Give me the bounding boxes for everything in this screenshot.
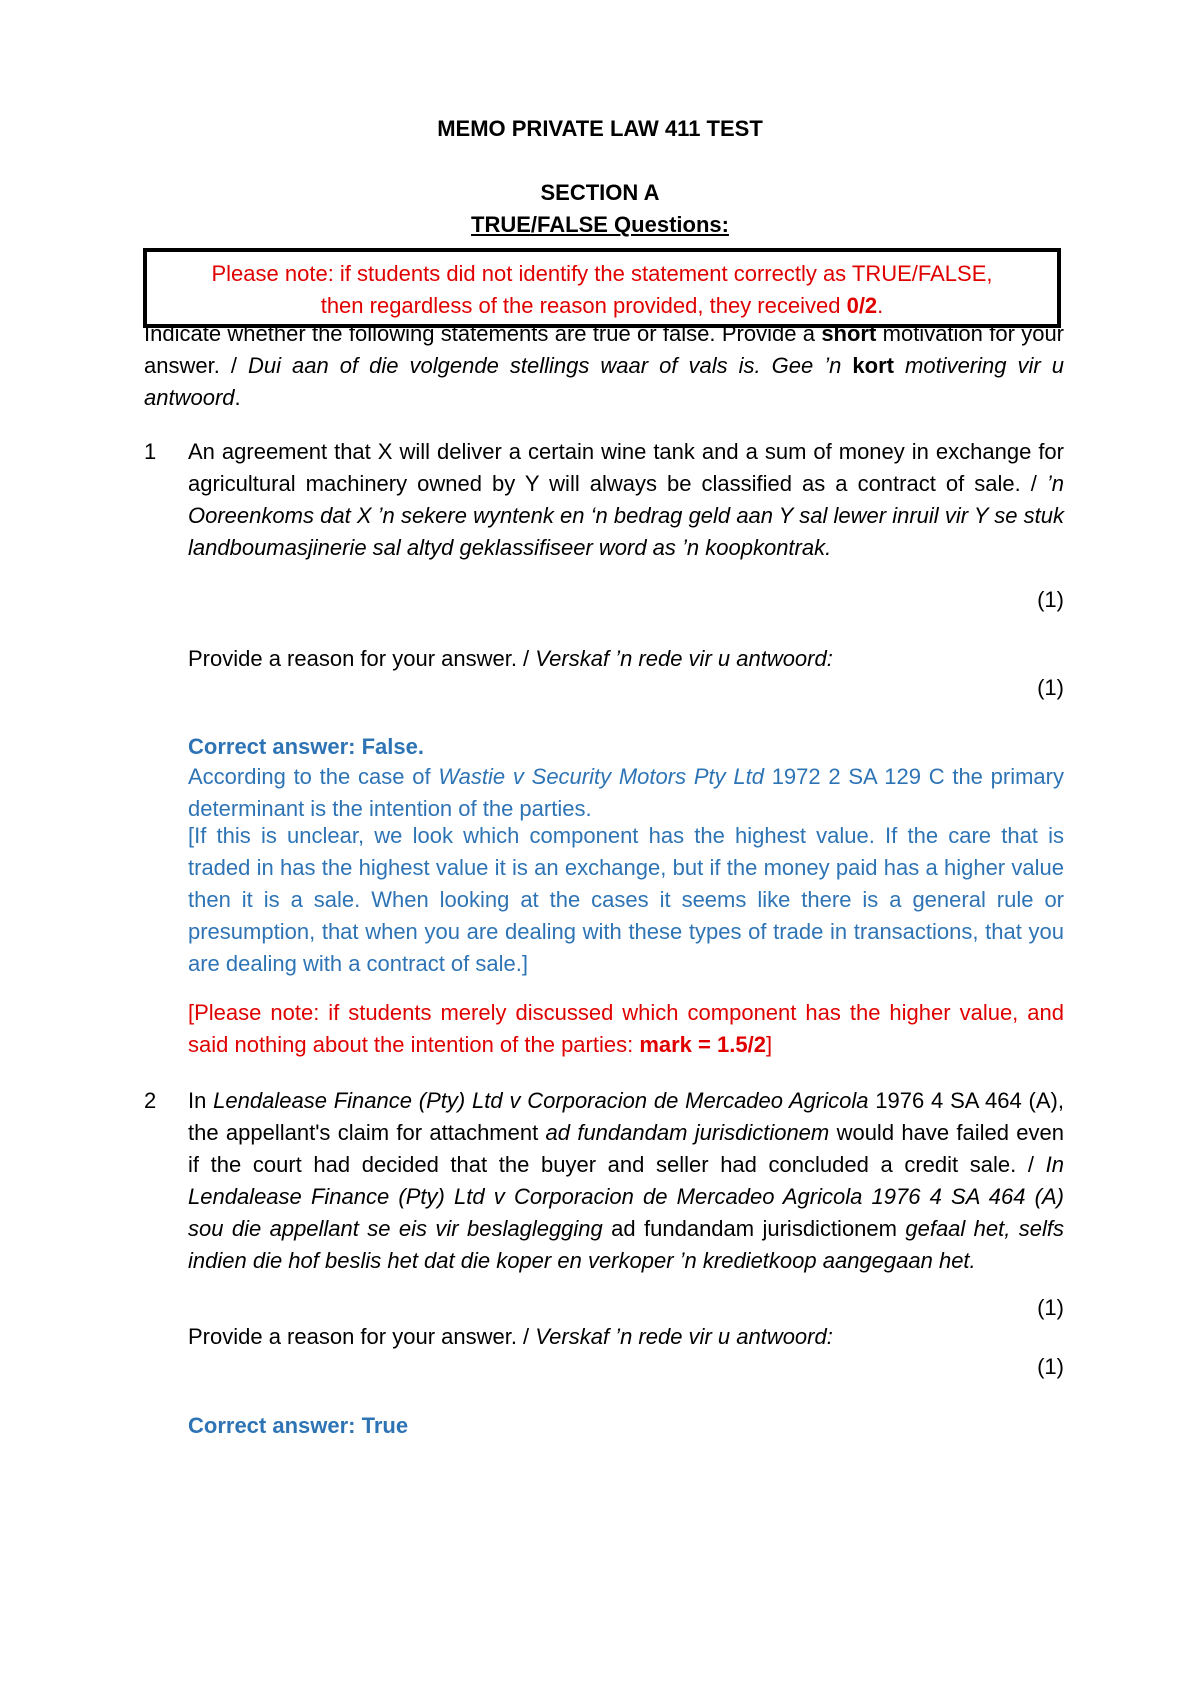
question-1-answer-heading: Correct answer: False. <box>188 734 424 759</box>
section-heading: SECTION A <box>540 180 660 205</box>
question-2-answer-heading: Correct answer: True <box>188 1413 409 1438</box>
grading-note-end: . <box>877 293 884 318</box>
question-2-number: 2 <box>144 1088 157 1113</box>
subsection-heading: TRUE/FALSE Questions: <box>471 212 729 237</box>
question-1-mark-b: (1) <box>1037 675 1064 700</box>
instructions-text-mid: motivation for your answer. / <box>144 321 1065 378</box>
instructions-paragraph <box>144 318 1064 414</box>
question-1-afrikaans: ’n Ooreenkoms dat X ’n sekere wyntenk en ‘n bedrag geld aan Y sal lewer inruil vir Y se stuk landboumasjinerie sal altyd geklassifiseer word as ’n koopkontrak. <box>188 471 1064 560</box>
document-title: MEMO PRIVATE LAW 411 TEST <box>437 116 763 141</box>
question-1-reason-prompt <box>188 643 1064 675</box>
reason-prompt-afrikaans: Verskaf ’n rede vir u antwoord: <box>535 646 833 671</box>
question-1-marking-note <box>188 997 1064 1061</box>
instructions-afrikaans: Dui aan of die volgende stellings waar of vals is. Gee ’n <box>248 353 853 378</box>
answer-case-name: Wastie v Security Motors Pty Ltd <box>438 764 764 789</box>
reason-prompt-afrikaans: Verskaf ’n rede vir u antwoord: <box>535 1324 833 1349</box>
question-2-text <box>188 1085 1064 1277</box>
question-2-mark-b: (1) <box>1037 1354 1064 1379</box>
question-2-in: In <box>188 1088 214 1113</box>
answer-text: According to the case of <box>188 764 439 789</box>
grading-note-box <box>143 248 1061 328</box>
question-2-english: would have failed even if the court had decided that the buyer and seller had concluded a credit sale. / <box>188 1120 1065 1177</box>
instructions-kort: kort <box>852 353 894 378</box>
question-2-afrikaans-end: gefaal het, selfs indien die hof beslis het dat die koper en verkoper ’n kredietkoop aangegaan het. <box>188 1216 1064 1273</box>
answer-text-end: 1972 2 SA 129 C the primary determinant is the intention of the parties. <box>188 764 1064 821</box>
marking-note-text: [Please note: if students merely discussed which component has the higher value, and said nothing about the intention of the parties: <box>188 1000 1064 1057</box>
question-2-citation: 1976 4 SA 464 (A), the appellant's claim for attachment <box>188 1088 1064 1145</box>
instructions-short: short <box>821 321 877 346</box>
question-1-mark-a: (1) <box>1037 587 1064 612</box>
question-1-number: 1 <box>144 439 157 464</box>
question-1-answer-detail: [If this is unclear, we look which component has the highest value. If the care that is traded in has the highest value it is an exchange, but if the money paid has a higher value then it is a sale. When looking at the cases it seems like there is a general rule or presumption, that when you are dealing with these types of trade in transactions, that you are dealing with a contract of sale.] <box>188 823 1064 976</box>
grading-note-line1: Please note: if students did not identify the statement correctly as TRUE/FALSE, <box>211 261 993 286</box>
question-2-latin-af: ad fundandam jurisdictionem <box>602 1216 906 1241</box>
grading-note-text: then regardless of the reason provided, they received <box>320 293 847 318</box>
marking-note-score: mark = 1.5/2 <box>639 1032 766 1057</box>
marking-note-end: ] <box>765 1032 773 1057</box>
grading-note-score: 0/2 <box>846 293 878 318</box>
question-2-case-name: Lendalease Finance (Pty) Ltd v Corporacion de Mercadeo Agricola <box>213 1088 869 1113</box>
instructions-afrikaans-end: motivering vir u antwoord <box>144 353 1065 410</box>
instructions-text: Indicate whether the following statements are true or false. Provide a <box>144 321 822 346</box>
question-2-latin: ad fundandam jurisdictionem <box>545 1120 830 1145</box>
reason-prompt-english: Provide a reason for your answer. / <box>188 1324 536 1349</box>
instructions-period: . <box>234 385 241 410</box>
question-2-afrikaans: In Lendalease Finance (Pty) Ltd v Corporacion de Mercadeo Agricola 1976 4 SA 464 (A) sou die appellant se eis vir beslaglegging <box>188 1152 1064 1241</box>
question-1-text <box>188 436 1064 564</box>
question-1-english: An agreement that X will deliver a certain wine tank and a sum of money in exchange for agricultural machinery owned by Y will always be classified as a contract of sale. / <box>188 439 1064 496</box>
reason-prompt-english: Provide a reason for your answer. / <box>188 646 536 671</box>
question-2-mark-a: (1) <box>1037 1295 1064 1320</box>
question-2-reason-prompt <box>188 1321 1064 1353</box>
question-1-answer <box>188 761 1064 825</box>
